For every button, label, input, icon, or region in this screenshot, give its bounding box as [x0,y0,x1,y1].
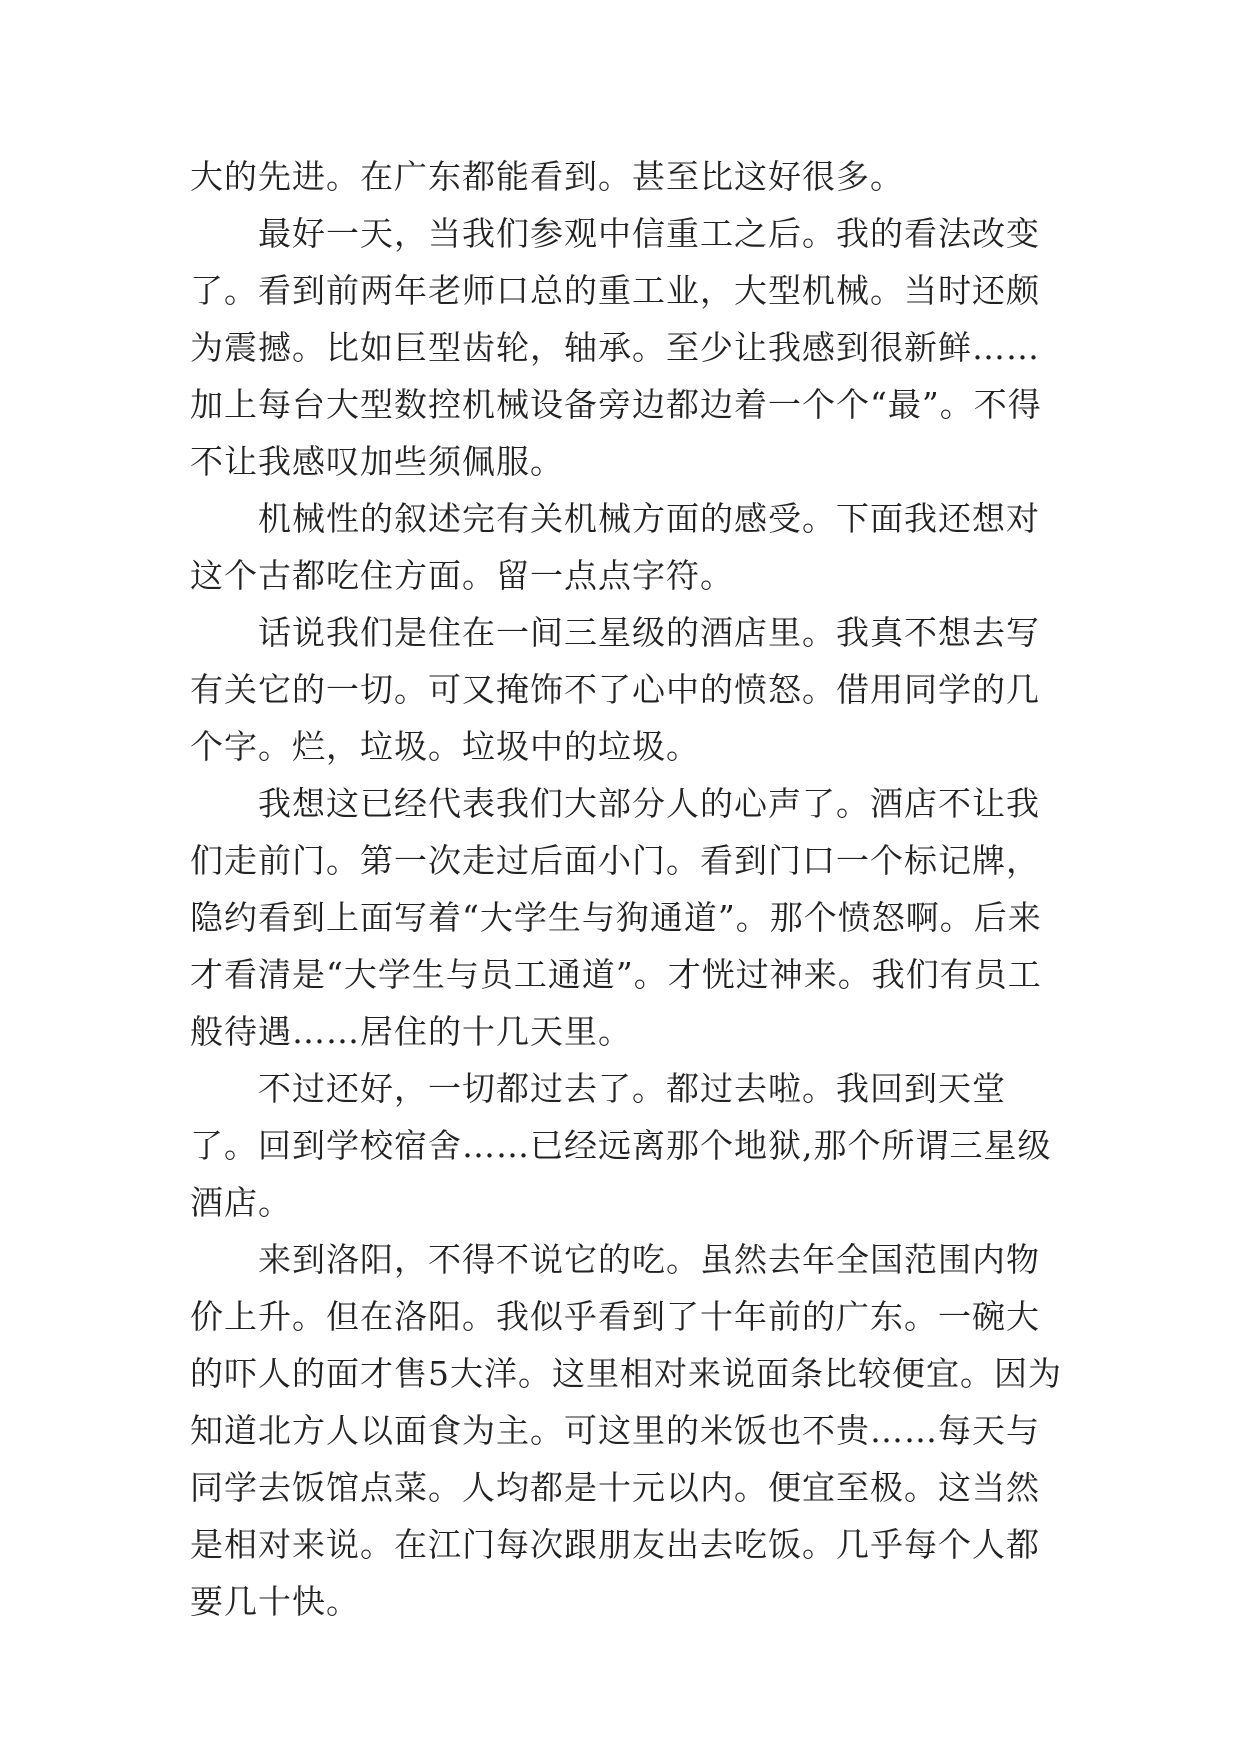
paragraph-4: 话说我们是住在一间三星级的酒店里。我真不想去写有关它的一切。可又掩饰不了心中的愤怒。借用同学的几个字。烂，垃圾。垃圾中的垃圾。 [190,613,1040,766]
paragraph-6: 不过还好，一切都过去了。都过去啦。我回到天堂了。回到学校宿舍……已经远离那个地狱,那个所谓三星级酒店。 [190,1069,1052,1222]
paragraph-3: 机械性的叙述完有关机械方面的感受。下面我还想对这个古都吃住方面。留一点点字符。 [190,499,1040,595]
body-text [190,148,1070,1630]
paragraph-5: 我想这已经代表我们大部分人的心声了。酒店不让我们走前门。第一次走过后面小门。看到门口一个标记牌，隐约看到上面写着“大学生与狗通道”。那个愤怒啊。后来才看清是“大学生与员工通道”。才恍过神来。我们有员工般待遇……居住的十几天里。 [190,784,1042,1051]
paragraph-7: 来到洛阳，不得不说它的吃。虽然去年全国范围内物价上升。但在洛阳。我似乎看到了十年前的广东。一碗大的吓人的面才售5大洋。这里相对来说面条比较便宜。因为知道北方人以面食为主。可这里的米饭也不贵……每天与同学去饭馆点菜。人均都是十元以内。便宜至极。这当然是相对来说。在江门每次跟朋友出去吃饭。几乎每个人都要几十快。 [190,1240,1062,1621]
paragraph-1: 大的先进。在广东都能看到。甚至比这好很多。 [190,157,904,196]
paragraph-2: 最好一天，当我们参观中信重工之后。我的看法改变了。看到前两年老师口总的重工业，大型机械。当时还颇为震撼。比如巨型齿轮，轴承。至少让我感到很新鲜……加上每台大型数控机械设备旁边都边着一个个“最”。不得不让我感叹加些须佩服。 [190,214,1042,481]
